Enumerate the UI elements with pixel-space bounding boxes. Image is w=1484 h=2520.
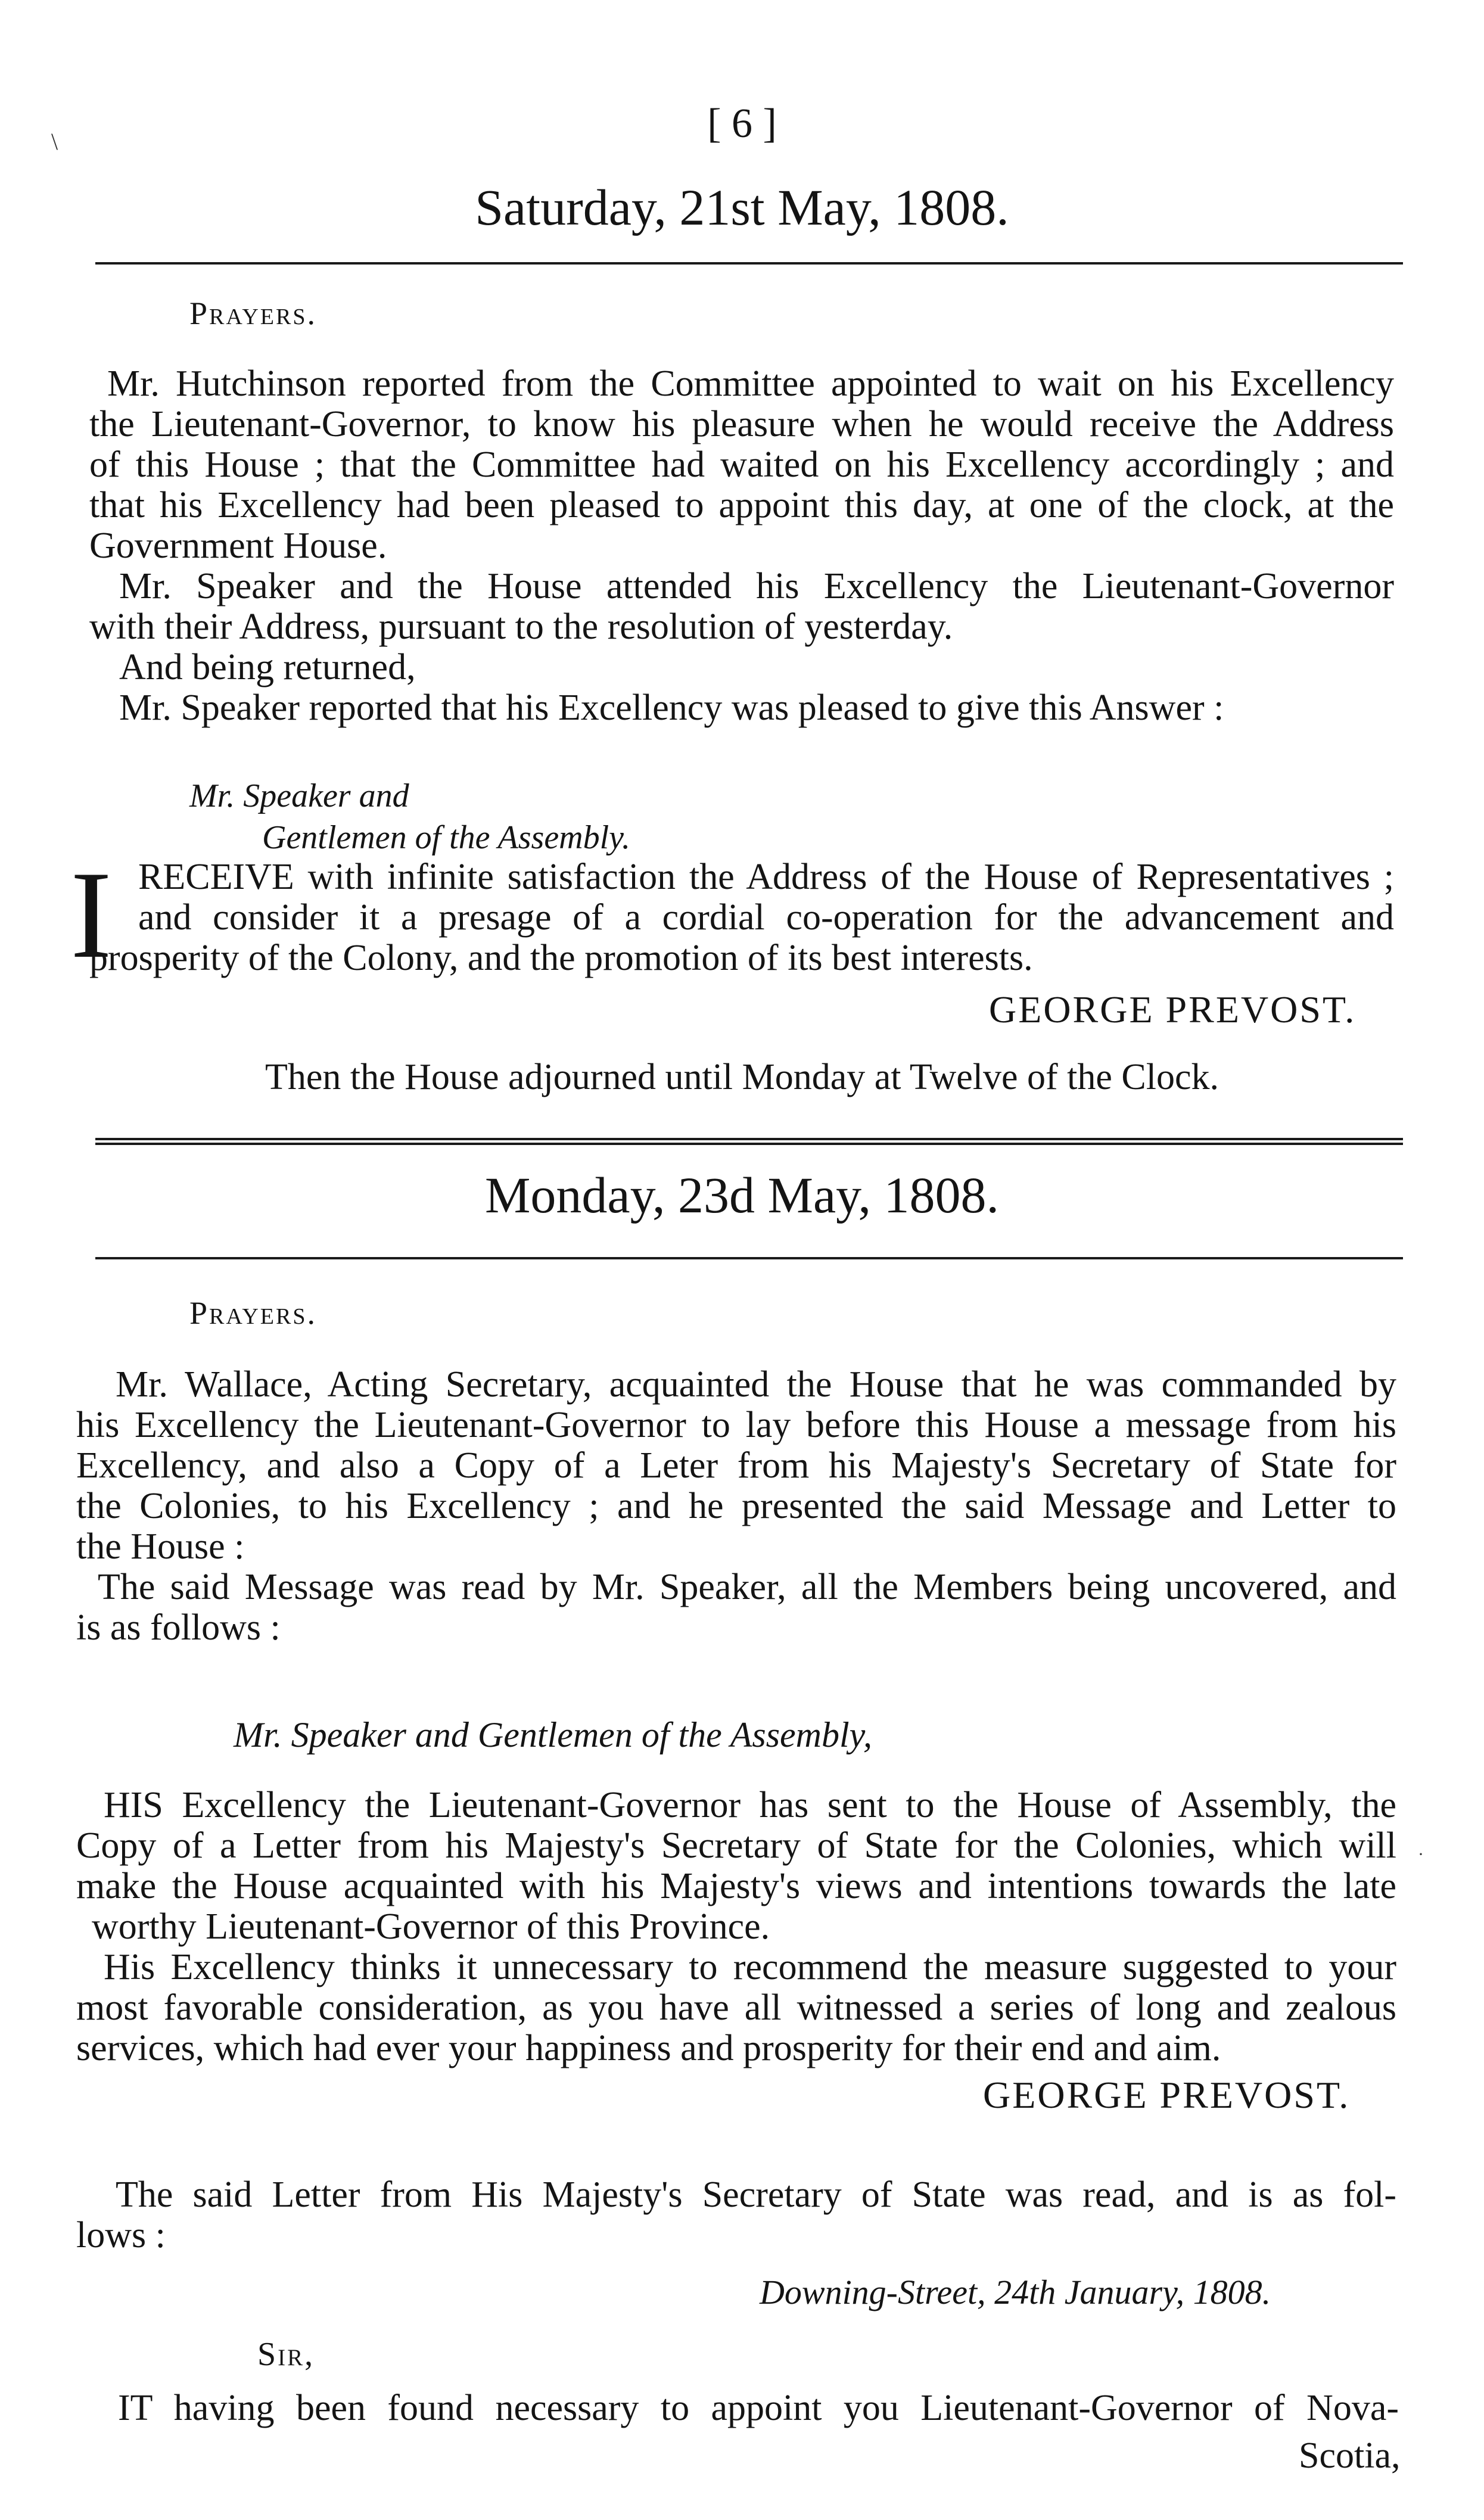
- answer-dropcap: I: [70, 846, 112, 984]
- section2-line-2: his Excellency the Lieutenant-Governor to lay before this House a message from his: [76, 1405, 1396, 1445]
- section2-salutation: Mr. Speaker and Gentlemen of the Assembly,: [234, 1715, 873, 1754]
- section2-line-5: the House :: [76, 1526, 245, 1567]
- section1-salutation-1: Mr. Speaker and: [189, 777, 409, 814]
- answer-line-1: RECEIVE with infinite satisfaction the Address of the House of Representatives ;: [138, 857, 1394, 897]
- catchword: Scotia,: [1299, 2435, 1401, 2476]
- section1-line-6: Mr. Speaker and the House attended his Excellency the Lieutenant-Governor: [119, 566, 1394, 606]
- message-line-7: services, which had ever your happiness and prosperity for their end and aim.: [76, 2028, 1221, 2068]
- section1-line-8: And being returned,: [119, 647, 416, 687]
- message-line-2: Copy of a Letter from his Majesty's Secretary of State for the Colonies, which will: [76, 1825, 1396, 1866]
- letter-salutation: Sir,: [257, 2336, 315, 2373]
- section1-line-2: the Lieutenant-Governor, to know his pleasure when he would receive the Address: [89, 404, 1394, 444]
- letter-dateline: Downing-Street, 24th January, 1808.: [760, 2273, 1271, 2311]
- message-line-5: His Excellency thinks it unnecessary to recommend the measure suggested to your: [104, 1947, 1396, 1987]
- message-line-6: most favorable consideration, as you have all witnessed a series of long and zealous: [76, 1987, 1396, 2028]
- section1-line-9: Mr. Speaker reported that his Excellency was pleased to give this Answer :: [119, 687, 1224, 728]
- message-line-1: HIS Excellency the Lieutenant-Governor has sent to the House of Assembly, the: [104, 1785, 1396, 1825]
- print-speck: \: [51, 128, 58, 155]
- page-number: [ 6 ]: [707, 101, 777, 147]
- section2-signature: GEORGE PREVOST.: [983, 2074, 1351, 2116]
- rule-under-date-1: [95, 262, 1403, 265]
- section2-line-1: Mr. Wallace, Acting Secretary, acquainted the House that he was commanded by: [116, 1364, 1396, 1405]
- section1-line-4: that his Excellency had been pleased to appoint this day, at one of the clock, at the: [89, 485, 1394, 525]
- section2-line-4: the Colonies, to his Excellency ; and he presented the said Message and Letter to: [76, 1486, 1396, 1526]
- section2-date-heading: Monday, 23d May, 1808.: [484, 1166, 1000, 1224]
- section2-prayers: Prayers.: [189, 1295, 317, 1331]
- section2-body: [76, 1364, 1396, 1648]
- section1-body: [89, 363, 1394, 728]
- letter-intro: [76, 2174, 1396, 2255]
- rule-under-date-2: [95, 1257, 1403, 1259]
- section2-line-6: The said Message was read by Mr. Speaker, all the Members being uncovered, and: [98, 1567, 1396, 1607]
- section1-signature: GEORGE PREVOST.: [989, 988, 1357, 1031]
- letter-first-line: IT having been found necessary to appoint you Lieutenant-Governor of Nova-: [118, 2388, 1399, 2428]
- message-line-4: worthy Lieutenant-Governor of this Province.: [92, 1906, 770, 1947]
- message-line-3: make the House acquainted with his Majesty's views and intentions towards the late: [76, 1866, 1396, 1906]
- letter-line: [118, 2388, 1399, 2428]
- answer-line-3: prosperity of the Colony, and the promotion of its best interests.: [89, 938, 1033, 978]
- letter-intro-line-1: The said Letter from His Majesty's Secretary of State was read, and is as fol-: [116, 2174, 1396, 2215]
- message-body: [76, 1785, 1396, 2068]
- section1-salutation-2: Gentlemen of the Assembly.: [262, 819, 630, 856]
- section1-date-heading: Saturday, 21st May, 1808.: [475, 179, 1009, 236]
- print-speck: ·: [1418, 1844, 1424, 1864]
- section-divider: [95, 1138, 1403, 1145]
- section1-adjourn: Then the House adjourned until Monday at Twelve of the Clock.: [265, 1057, 1219, 1097]
- section2-line-3: Excellency, and also a Copy of a Leter from his Majesty's Secretary of State for: [76, 1445, 1396, 1486]
- section1-line-1: Mr. Hutchinson reported from the Committee appointed to wait on his Excellency: [107, 363, 1394, 404]
- section1-prayers: Prayers.: [189, 295, 317, 331]
- answer-line-2: and consider it a presage of a cordial co-operation for the advancement and: [138, 897, 1394, 938]
- answer-body: [138, 857, 1394, 938]
- section1-line-7: with their Address, pursuant to the resolution of yesterday.: [89, 606, 953, 647]
- section2-line-7: is as follows :: [76, 1607, 281, 1648]
- section1-line-5: Government House.: [89, 525, 387, 566]
- section1-line-3: of this House ; that the Committee had waited on his Excellency accordingly ; and: [89, 444, 1394, 485]
- letter-intro-line-2: lows :: [76, 2215, 166, 2255]
